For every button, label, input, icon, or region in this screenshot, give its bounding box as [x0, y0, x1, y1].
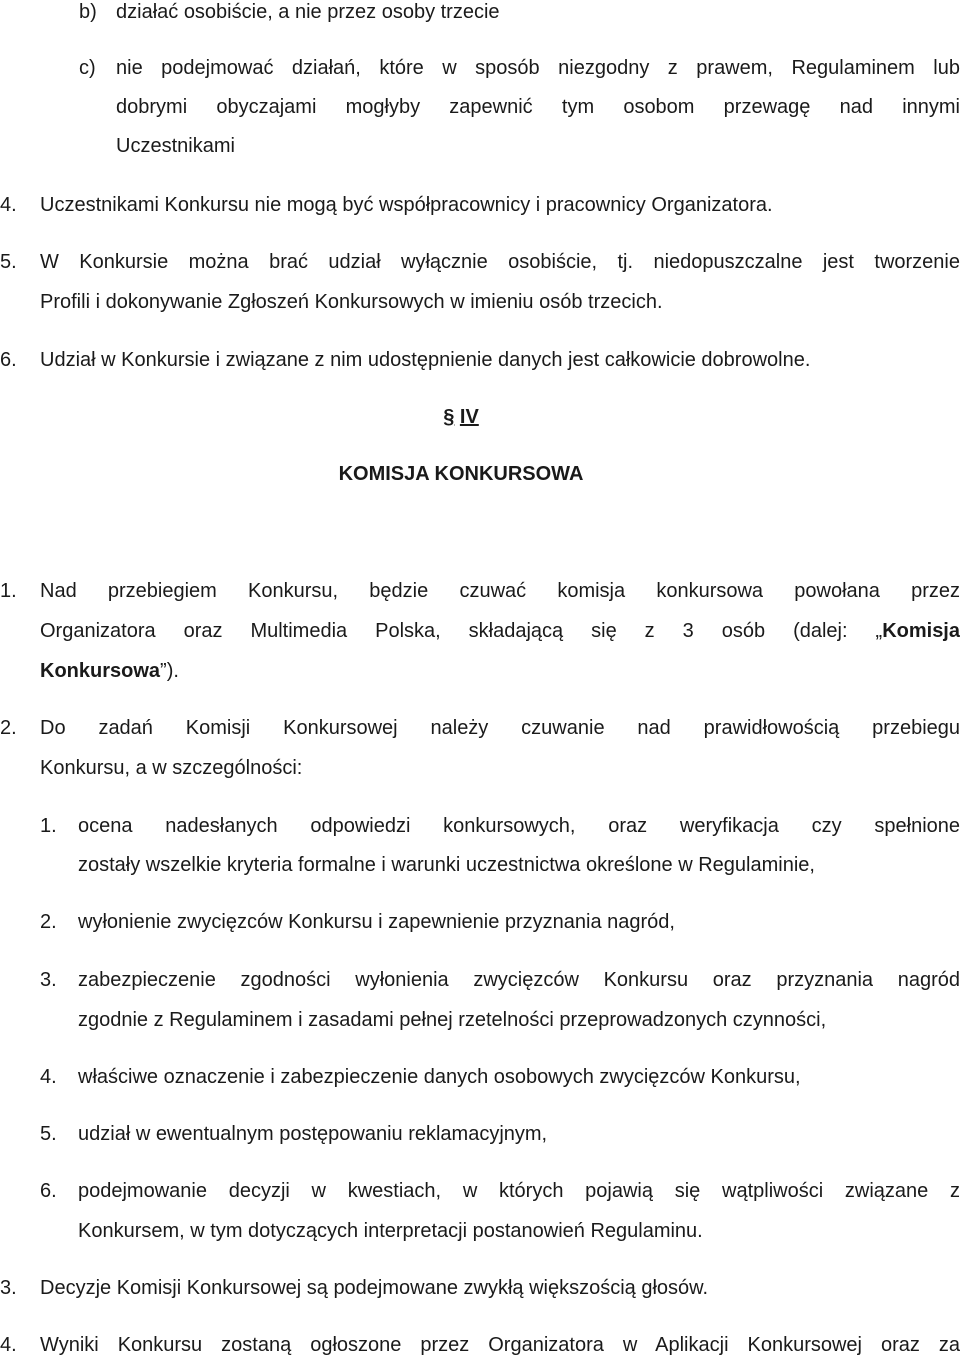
sublist-marker: 6. — [40, 1180, 57, 1202]
list-marker: 3. — [0, 1277, 17, 1299]
sublist-marker: 4. — [40, 1066, 57, 1088]
sublist-item-text: Konkursem, w tym dotyczących interpretacji postanowień Regulaminu. — [78, 1220, 703, 1242]
list-marker: 2. — [0, 717, 17, 739]
sublist-item-text: ocena nadesłanych odpowiedzi konkursowych, oraz weryfikacja czy spełnione — [78, 815, 960, 837]
sublist-item-text: udział w ewentualnym postępowaniu reklamacyjnym, — [78, 1123, 548, 1145]
paragraph-mark: § — [443, 406, 455, 428]
sublist-marker: 5. — [40, 1123, 57, 1145]
list-marker: 1. — [0, 580, 17, 602]
sublist-item-text: zabezpieczenie zgodności wyłonienia zwycięzców Konkursu oraz przyznania nagród — [78, 969, 960, 991]
section-number — [0, 405, 922, 429]
list-marker: 6. — [0, 349, 17, 371]
list-item-text: Do zadań Komisji Konkursowej należy czuwanie nad prawidłowością przebiegu — [40, 717, 960, 739]
list-item-text: Konkursu, a w szczególności: — [40, 757, 303, 779]
sublist-item-text: zostały wszelkie kryteria formalne i warunki uczestnictwa określone w Regulaminie, — [78, 854, 815, 876]
list-item-text — [40, 659, 179, 683]
list-marker: c) — [79, 57, 96, 79]
defined-term: Konkursowa — [40, 660, 161, 682]
list-item-text: Uczestnikami — [116, 135, 235, 157]
list-item-text: Wyniki Konkursu zostaną ogłoszone przez Organizatora w Aplikacji Konkursowej oraz za — [40, 1334, 960, 1356]
list-item-text: Udział w Konkursie i związane z nim udostępnienie danych jest całkowicie dobrowolne. — [40, 349, 811, 371]
list-item-text — [40, 619, 960, 643]
list-marker: b) — [79, 1, 97, 23]
list-item-text-part: Organizatora oraz Multimedia Polska, składającą się z 3 osób (dalej: „ — [40, 620, 883, 642]
sublist-item-text: zgodnie z Regulaminem i zasadami pełnej rzetelności przeprowadzonych czynności, — [78, 1009, 827, 1031]
list-marker: 4. — [0, 1334, 17, 1356]
section-title: KOMISJA KONKURSOWA — [338, 463, 584, 485]
list-item-text: Uczestnikami Konkursu nie mogą być współpracownicy i pracownicy Organizatora. — [40, 194, 773, 216]
list-marker: 5. — [0, 251, 17, 273]
sublist-marker: 2. — [40, 911, 57, 933]
section-roman-number: IV — [459, 406, 479, 428]
list-item-text: Nad przebiegiem Konkursu, będzie czuwać komisja konkursowa powołana przez — [40, 580, 960, 602]
defined-term: Komisja — [882, 620, 960, 642]
list-marker: 4. — [0, 194, 17, 216]
sublist-marker: 3. — [40, 969, 57, 991]
sublist-item-text: właściwe oznaczenie i zabezpieczenie danych osobowych zwycięzców Konkursu, — [78, 1066, 801, 1088]
sublist-item-text: podejmowanie decyzji w kwestiach, w których pojawią się wątpliwości związane z — [78, 1180, 960, 1202]
list-item-text-part: ”). — [160, 660, 179, 682]
list-item-text: Decyzje Komisji Konkursowej są podejmowane zwykłą większością głosów. — [40, 1277, 709, 1299]
list-item-text: dobrymi obyczajami mogłyby zapewnić tym osobom przewagę nad innymi — [116, 96, 960, 118]
list-item-text: działać osobiście, a nie przez osoby trzecie — [116, 1, 500, 23]
list-item-text: nie podejmować działań, które w sposób niezgodny z prawem, Regulaminem lub — [116, 57, 960, 79]
list-item-text: Profili i dokonywanie Zgłoszeń Konkursowych w imieniu osób trzecich. — [40, 291, 663, 313]
sublist-item-text: wyłonienie zwycięzców Konkursu i zapewnienie przyznania nagród, — [78, 911, 675, 933]
list-item-text: W Konkursie można brać udział wyłącznie osobiście, tj. niedopuszczalne jest tworzenie — [40, 251, 960, 273]
sublist-marker: 1. — [40, 815, 57, 837]
